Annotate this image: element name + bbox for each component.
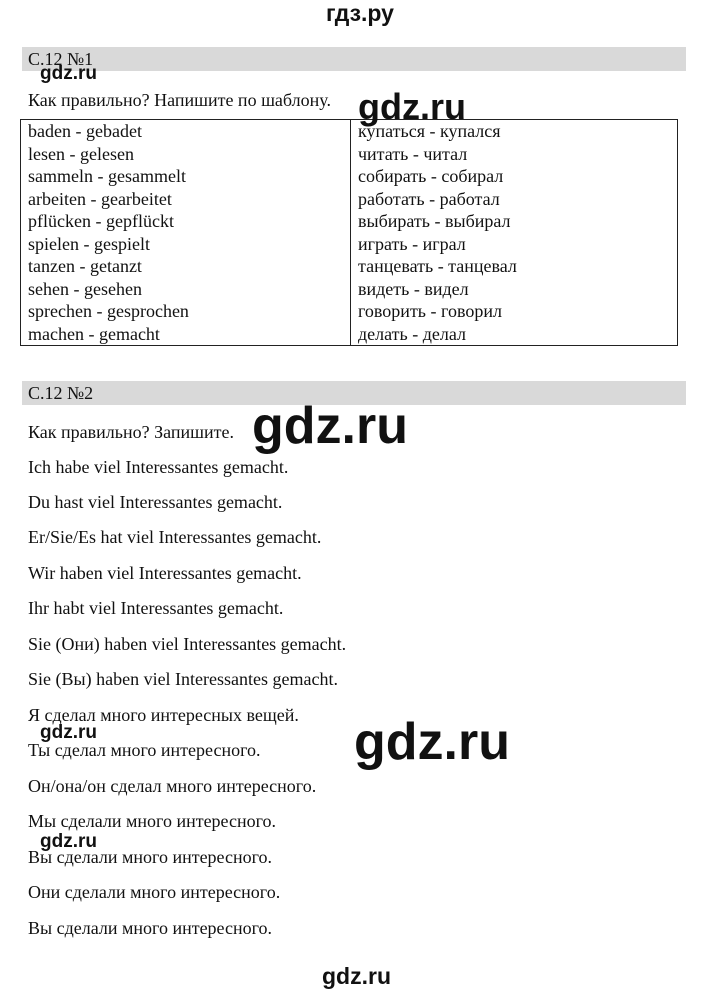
russian-verb-cell: читать - читал <box>358 143 468 164</box>
sentence-line: Вы сделали много интересного. <box>28 847 273 867</box>
table-row <box>21 255 678 278</box>
table-row <box>21 323 678 346</box>
german-verb-cell: sammeln - gesammelt <box>21 165 351 188</box>
table-row <box>21 210 678 233</box>
watermark-text: gdz.ru <box>252 397 408 455</box>
russian-verb-cell: делать - делал <box>358 323 466 344</box>
german-verb-cell: spielen - gespielt <box>21 233 351 256</box>
russian-verb-cell: купаться - купался <box>358 121 501 141</box>
russian-verb-cell: танцевать - танцевал <box>358 256 517 276</box>
russian-verb-cell: играть - играл <box>358 233 466 254</box>
table-row <box>21 188 678 211</box>
section-1-instruction: Как правильно? Напишите по шаблону. <box>28 90 331 110</box>
sentence-line: Ihr habt viel Interessantes gemacht. <box>28 598 284 618</box>
german-verb-cell: machen - gemacht <box>21 323 351 346</box>
section-2-instruction: Как правильно? Запишите. <box>28 422 234 442</box>
sentence-line: Er/Sie/Es hat viel Interessantes gemacht. <box>28 527 322 547</box>
sentence-line: Sie (Они) haben viel Interessantes gemacht. <box>28 634 347 654</box>
german-verb-cell: lesen - gelesen <box>21 143 351 166</box>
sentence-line: Du hast viel Interessantes gemacht. <box>28 492 283 512</box>
german-verb-cell: arbeiten - gearbeitet <box>21 188 351 211</box>
watermark-text: gdz.ru <box>40 722 97 743</box>
sentence-line: Ich habe viel Interessantes gemacht. <box>28 457 289 477</box>
russian-verb-cell: видеть - видел <box>358 278 469 299</box>
watermark-text: gdz.ru <box>354 713 510 771</box>
sentence-line: Sie (Вы) haben viel Interessantes gemacht. <box>28 669 338 689</box>
sentence-line: Ты сделал много интересного. <box>28 740 261 760</box>
sentence-line: Я сделал много интересных вещей. <box>28 705 299 725</box>
russian-verb-cell: выбирать - выбирал <box>358 211 511 231</box>
footer-watermark: gdz.ru <box>322 963 391 989</box>
section-2-title: С.12 №2 <box>22 381 686 405</box>
sentence-line: Они сделали много интересного. <box>28 882 281 902</box>
german-verb-cell: tanzen - getanzt <box>21 255 351 278</box>
table-row <box>21 120 678 143</box>
table-row <box>21 165 678 188</box>
sentence-line: Мы сделали много интересного. <box>28 811 277 831</box>
russian-verb-cell: говорить - говорил <box>358 301 502 321</box>
sentence-line: Он/она/он сделал много интересного. <box>28 776 317 796</box>
table-row <box>21 233 678 256</box>
german-verb-cell: pflücken - gepflückt <box>21 210 351 233</box>
section-1-title: С.12 №1 <box>22 47 686 71</box>
table-row <box>21 278 678 301</box>
german-verb-cell: baden - gebadet <box>21 120 351 143</box>
german-verb-cell: sprechen - gesprochen <box>21 300 351 323</box>
sentence-line: Wir haben viel Interessantes gemacht. <box>28 563 302 583</box>
watermark-text: gdz.ru <box>40 831 97 852</box>
german-verb-cell: sehen - gesehen <box>21 278 351 301</box>
watermark-text: gdz.ru <box>40 63 97 84</box>
verb-pairs-table <box>20 119 678 346</box>
russian-verb-cell: работать - работал <box>358 188 500 209</box>
russian-verb-cell: собирать - собирал <box>358 166 504 186</box>
table-row <box>21 300 678 323</box>
site-header-title: гдз.ру <box>326 0 394 26</box>
sentence-line: Вы сделали много интересного. <box>28 918 273 938</box>
watermark-text: gdz.ru <box>358 86 466 127</box>
table-row <box>21 143 678 166</box>
